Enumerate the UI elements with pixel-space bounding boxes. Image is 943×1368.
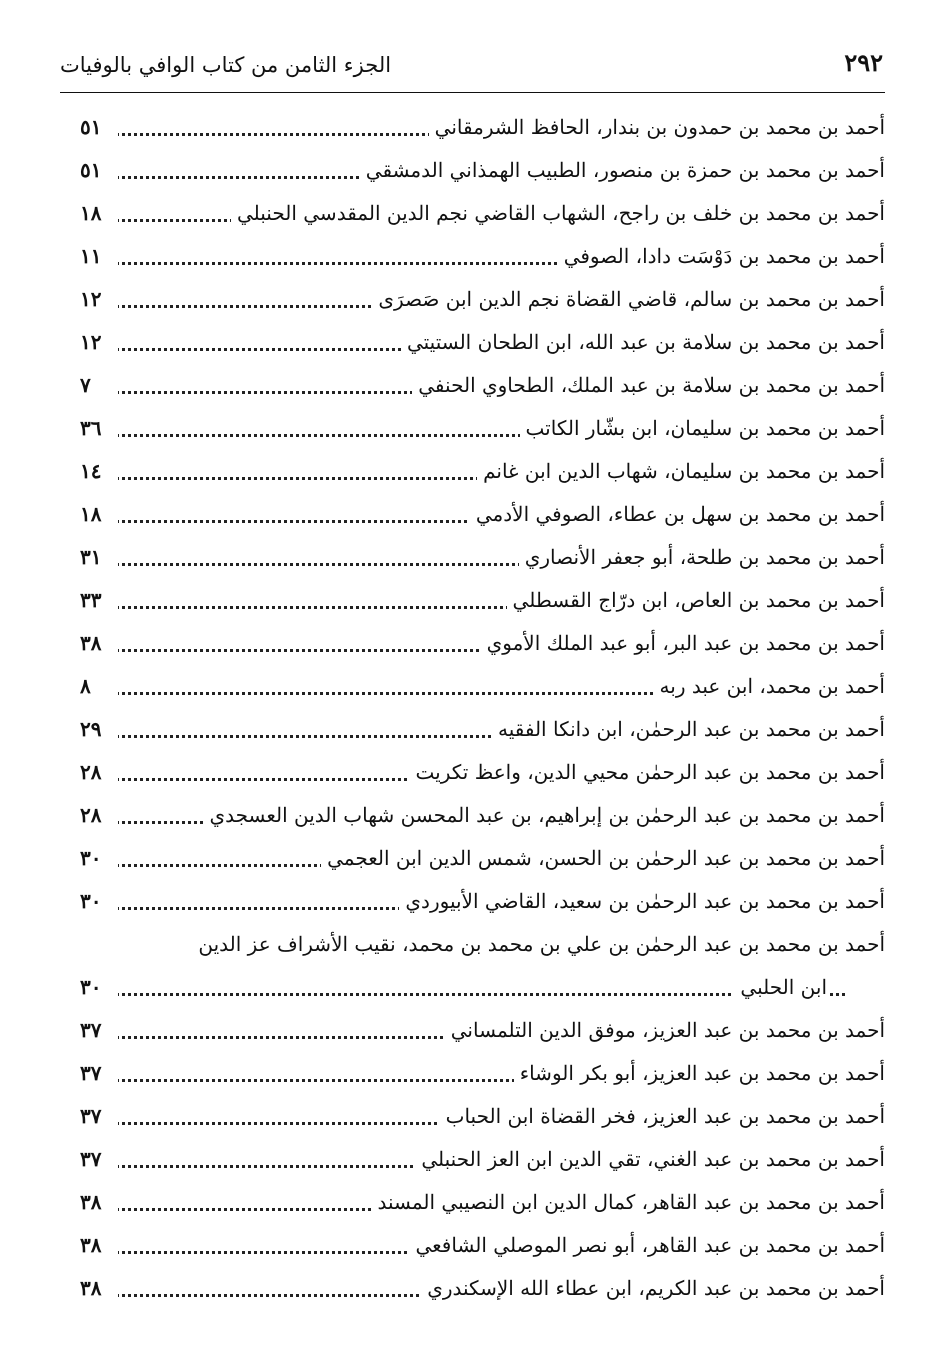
entry-page-number: ١١: [80, 239, 118, 273]
entry-name: أحمد بن محمد بن عبد البر، أبو عبد الملك الأموي: [481, 626, 885, 660]
index-entry: [80, 1095, 885, 1138]
entry-name: أحمد بن محمد بن عبد القاهر، كمال الدين ابن النصيبي المسند: [371, 1185, 885, 1219]
index-entry: [80, 149, 885, 192]
index-entry: [80, 794, 885, 837]
entry-page-number: ٧: [80, 368, 118, 402]
entry-name: أحمد بن محمد بن عبد القاهر، أبو نصر الموصلي الشافعي: [409, 1228, 885, 1262]
index-entry: [80, 536, 885, 579]
entry-page-number: ٣٧: [80, 1013, 118, 1047]
entry-name: أحمد بن محمد بن عبد الرحمٰن، ابن دانكا الفقيه: [492, 712, 885, 746]
entry-page-number: ٣٨: [80, 1228, 118, 1262]
index-entry: [80, 450, 885, 493]
entry-page-number: ٣٨: [80, 1185, 118, 1219]
entry-page-number: ٨: [80, 669, 118, 703]
index-entry: [80, 364, 885, 407]
entry-name-continued: ابن الحلبي: [734, 970, 827, 1004]
index-entry: [80, 708, 885, 751]
entry-name: أحمد بن محمد بن عبد العزيز، أبو بكر الوشاء: [514, 1056, 885, 1090]
entry-name: أحمد بن محمد بن العاص، ابن درّاج القسطلي: [507, 583, 885, 617]
index-entry: [80, 1224, 885, 1267]
entry-name: أحمد بن محمد بن طلحة، أبو جعفر الأنصاري: [519, 540, 885, 574]
index-entry: [80, 837, 885, 880]
entry-name: أحمد بن محمد بن عبد الرحمٰن بن إبراهيم، بن عبد المحسن شهاب الدين العسجدي: [203, 798, 885, 832]
entry-page-number: ٣٧: [80, 1056, 118, 1090]
entry-page-number: ١٢: [80, 282, 118, 316]
index-entry: [80, 1052, 885, 1095]
entry-page-number: ٣٦: [80, 411, 118, 445]
index-entry: [80, 1181, 885, 1224]
entry-page-number: ١٨: [80, 497, 118, 531]
page-header: [60, 40, 885, 93]
entry-name: أحمد بن محمد بن حمدون بن بندار، الحافظ الشرمقاني: [429, 110, 885, 144]
index-entry: [80, 321, 885, 364]
entry-name: أحمد بن محمد بن عبد الرحمٰن محيي الدين، واعظ تكريت: [410, 755, 885, 789]
entry-name: أحمد بن محمد بن حمزة بن منصور، الطبيب الهمذاني الدمشقي: [360, 153, 885, 187]
entry-page-number: ٥١: [80, 110, 118, 144]
entry-page-number: ٣٧: [80, 1142, 118, 1176]
entry-page-number: ٣١: [80, 540, 118, 574]
index-entry: [80, 1138, 885, 1181]
index-entry: [80, 665, 885, 708]
entry-name: أحمد بن محمد بن عبد الكريم، ابن عطاء الله الإسكندري: [421, 1271, 885, 1305]
entry-page-number: ٣٠: [80, 884, 118, 918]
index-entry: [80, 751, 885, 794]
index-entry: [80, 235, 885, 278]
entry-name: أحمد بن محمد بن خلف بن راجح، الشهاب القاضي نجم الدين المقدسي الحنبلي: [231, 196, 885, 230]
index-entry: [80, 1009, 885, 1052]
entry-name: أحمد بن محمد بن عبد الغني، تقي الدين ابن العز الحنبلي: [415, 1142, 885, 1176]
entry-page-number: ٣٨: [80, 626, 118, 660]
entry-page-number: ٢٩: [80, 712, 118, 746]
index-entry: [80, 106, 885, 149]
entry-name: أحمد بن محمد بن عبد العزيز، فخر القضاة ابن الحباب: [440, 1099, 885, 1133]
entry-name: أحمد بن محمد بن سهل بن عطاء، الصوفي الأدمي: [470, 497, 885, 531]
entry-page-number: ٥١: [80, 153, 118, 187]
entry-name: أحمد بن محمد بن سلامة بن عبد الملك، الطحاوي الحنفي: [412, 368, 885, 402]
index-entry: [80, 278, 885, 321]
index-entry: [80, 923, 885, 1009]
entry-name: أحمد بن محمد بن سالم، قاضي القضاة نجم الدين ابن صَصرَى: [372, 282, 885, 316]
index-list: [80, 106, 885, 1310]
entry-page-number: ١٢: [80, 325, 118, 359]
entry-name: أحمد بن محمد بن سليمان، ابن بشّار الكاتب: [520, 411, 885, 445]
entry-name: أحمد بن محمد بن دَوْسَت دادا، الصوفي: [558, 239, 885, 273]
entry-page-number: ١٤: [80, 454, 118, 488]
entry-name: أحمد بن محمد بن سلامة بن عبد الله، ابن الطحان الستيتي: [401, 325, 885, 359]
entry-page-number: ٣٨: [80, 1271, 118, 1305]
running-title: الجزء الثامن من كتاب الوافي بالوفيات: [60, 53, 392, 77]
page-number: ٢٩٢: [844, 48, 883, 77]
index-entry: [80, 579, 885, 622]
index-entry: [80, 192, 885, 235]
entry-name: أحمد بن محمد، ابن عبد ربه: [654, 669, 885, 703]
entry-page-number: ٣٧: [80, 1099, 118, 1133]
entry-page-number: ٣٠: [80, 970, 118, 1004]
entry-name: أحمد بن محمد بن عبد الرحمٰن بن علي بن محمد بن محمد، نقيب الأشراف عز الدين: [192, 927, 885, 961]
index-entry: [80, 622, 885, 665]
entry-name: أحمد بن محمد بن عبد العزيز، موفق الدين التلمساني: [445, 1013, 885, 1047]
entry-name: أحمد بن محمد بن عبد الرحمٰن بن سعيد، القاضي الأبيوردي: [399, 884, 885, 918]
entry-name: أحمد بن محمد بن سليمان، شهاب الدين ابن غانم: [477, 454, 885, 488]
entry-page-number: ٢٨: [80, 798, 118, 832]
index-entry: [80, 407, 885, 450]
entry-page-number: ١٨: [80, 196, 118, 230]
entry-page-number: ٣٣: [80, 583, 118, 617]
index-entry: [80, 1267, 885, 1310]
entry-page-number: ٣٠: [80, 841, 118, 875]
index-entry: [80, 493, 885, 536]
entry-name: أحمد بن محمد بن عبد الرحمٰن بن الحسن، شمس الدين ابن العجمي: [321, 841, 885, 875]
entry-page-number: ٢٨: [80, 755, 118, 789]
index-entry: [80, 880, 885, 923]
